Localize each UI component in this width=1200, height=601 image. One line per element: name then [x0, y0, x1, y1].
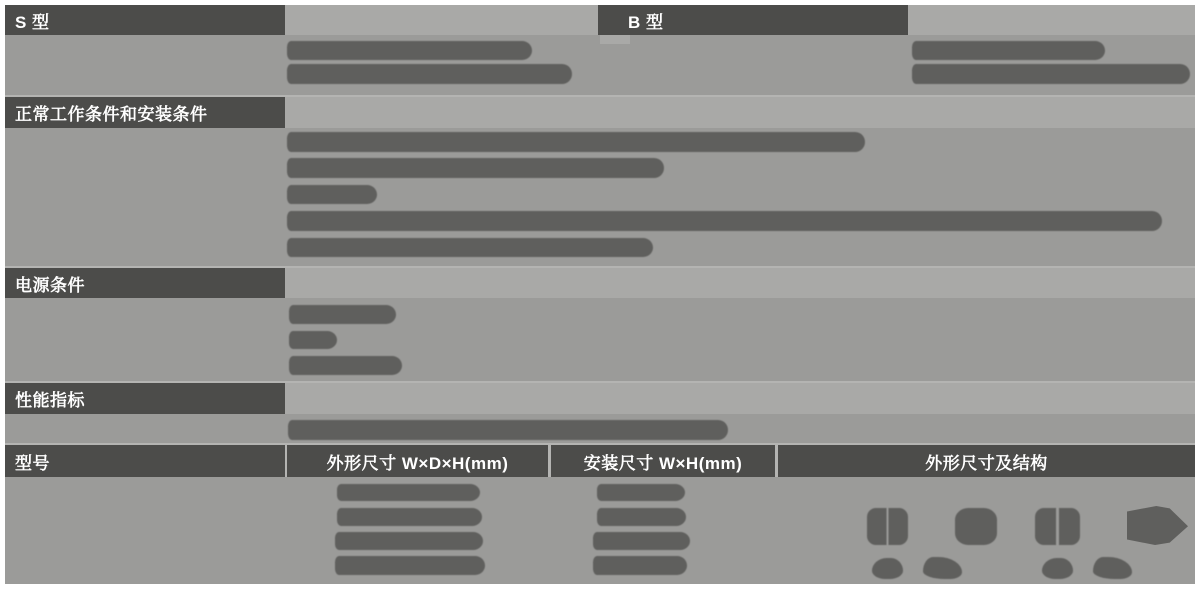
redacted-text-line	[335, 532, 483, 550]
row-performance-header	[5, 381, 1195, 414]
redacted-text-line	[288, 420, 728, 440]
redacted-text-line	[287, 185, 377, 204]
device-outline-shape	[867, 508, 908, 545]
device-outline-shape	[955, 508, 997, 545]
working-conditions-body	[5, 128, 1195, 266]
column-header-outer-dimensions: 外形尺寸 W×D×H(mm)	[287, 445, 548, 477]
device-outline-shape	[1042, 558, 1073, 579]
s-type-header-spacer	[285, 5, 598, 35]
redacted-text-line	[287, 158, 664, 178]
redacted-text-line	[335, 556, 485, 575]
redacted-text-line	[289, 356, 402, 375]
redacted-text-line	[597, 484, 685, 501]
redacted-text-line	[289, 331, 337, 349]
power-conditions-body	[5, 298, 1195, 381]
device-outline-shape	[872, 558, 903, 579]
section-header-power-conditions: 电源条件	[5, 268, 285, 298]
row-type-headers	[5, 5, 1195, 35]
redacted-text-line	[287, 211, 1162, 231]
column-header-mount-dimensions: 安装尺寸 W×H(mm)	[551, 445, 775, 477]
device-outline-shape	[923, 557, 962, 579]
redacted-text-line	[912, 41, 1105, 60]
redacted-text-line	[337, 508, 482, 526]
redacted-text-line	[912, 64, 1190, 84]
section-header-s-type: S 型	[5, 5, 285, 35]
light-corner-patch	[600, 35, 630, 44]
column-header-model: 型号	[5, 445, 285, 477]
device-outline-shape	[1093, 557, 1132, 579]
row-power-conditions-header	[5, 266, 1195, 298]
section-header-working-conditions: 正常工作条件和安装条件	[5, 97, 285, 128]
working-conditions-header-spacer	[285, 97, 1195, 128]
redacted-text-line	[287, 238, 653, 257]
performance-body	[5, 414, 1195, 443]
redacted-text-line	[593, 532, 690, 550]
section-header-performance: 性能指标	[5, 383, 285, 414]
redacted-text-line	[287, 132, 865, 152]
redacted-text-line	[289, 305, 396, 324]
model-table-header-row	[5, 443, 1195, 477]
redacted-text-line	[597, 508, 686, 526]
redacted-text-line	[287, 41, 532, 60]
b-type-header-spacer	[908, 5, 1195, 35]
spec-table	[5, 5, 1195, 584]
device-outline-shape	[1035, 508, 1080, 545]
model-table-body	[5, 477, 1195, 584]
type-specs-body	[5, 35, 1195, 95]
redacted-text-line	[593, 556, 687, 575]
device-outline-shape	[1127, 506, 1188, 545]
performance-header-spacer	[285, 383, 1195, 414]
column-header-structure: 外形尺寸及结构	[778, 445, 1195, 477]
section-header-b-type: B 型	[598, 5, 908, 35]
power-conditions-header-spacer	[285, 268, 1195, 298]
row-working-conditions-header	[5, 95, 1195, 128]
redacted-text-line	[287, 64, 572, 84]
redacted-text-line	[337, 484, 480, 501]
